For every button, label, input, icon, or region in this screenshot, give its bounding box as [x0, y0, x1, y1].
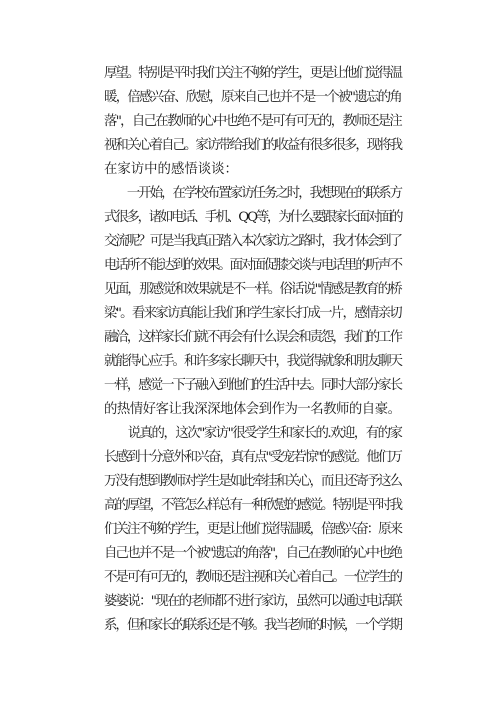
text-line: 视和关心着自己。家访带给我们的收益有很多很多，现将我 — [104, 138, 401, 153]
text-line: 暖，倍感兴奋、欣慰，原来自己也并不是一个被"遗忘的角 — [104, 90, 401, 105]
text-line: 在家访中的感悟谈谈： — [104, 162, 238, 177]
text-line: 万没有想到教师对学生是如此牵挂和关心，而且还寄予这么 — [104, 474, 401, 489]
text-line: 的热情好客让我深深地体会到作为一名教师的自豪。 — [104, 402, 401, 417]
text-line: 不是可有可无的，教师还是注视和关心着自己。一位学生的 — [104, 570, 401, 585]
text-line: 就能得心应手。和许多家长聊天中，我觉得就象和朋友聊天 — [104, 354, 401, 369]
text-line: 交流呢？可是当我真正踏入本次家访之路时，我才体会到了 — [104, 234, 401, 249]
text-line: 一开始，在学校布置家访任务之时，我想现在的联系方 — [104, 186, 401, 201]
text-line: 融洽，这样家长们就不再会有什么误会和责怨，我们的工作 — [104, 330, 401, 345]
text-line: 说真的，这次"家访"很受学生和家长的.欢迎，有的家 — [104, 426, 402, 441]
text-line: 系，但和家长的联系还是不够。我当老师的时候，一个学期 — [104, 618, 401, 633]
text-line: 婆婆说："现在的老师都不进行家访，虽然可以通过电话联 — [104, 594, 401, 609]
text-line: 落"，自己在教师的心中也绝不是可有可无的，教师还是注 — [104, 114, 401, 129]
text-line: 高的厚望，不管怎么样总有一种欣慰的感觉。特别是平时我 — [104, 498, 401, 513]
text-line: 们关注不够的学生，更是让他们觉得温暖，倍感兴奋：原来 — [104, 522, 401, 537]
text-line: 见面，那感觉和效果就是不一样。俗话说"情感是教育的桥 — [104, 282, 401, 297]
text-line: 电话所不能达到的效果。面对面促膝交谈与电话里的听声不 — [104, 258, 401, 273]
text-line: 一样，感觉一下子融入到他们的生活中去。同时大部分家长 — [104, 378, 401, 393]
text-line: 长感到十分意外和兴奋，真有点"受宠若惊"的感觉。他们万 — [104, 450, 401, 465]
text-line: 梁"。看来家访真能让我们和学生家长打成一片，感情亲切 — [104, 306, 401, 321]
text-line: 厚望。特别是平时我们关注不够的学生，更是让他们觉得温 — [104, 66, 401, 81]
text-line: 自己也并不是一个被"遗忘的角落"，自己在教师的心中也绝 — [104, 546, 401, 561]
text-line: 式很多，诸如电话、手机、QQ等，为什么要跟家长面对面的 — [104, 210, 402, 225]
